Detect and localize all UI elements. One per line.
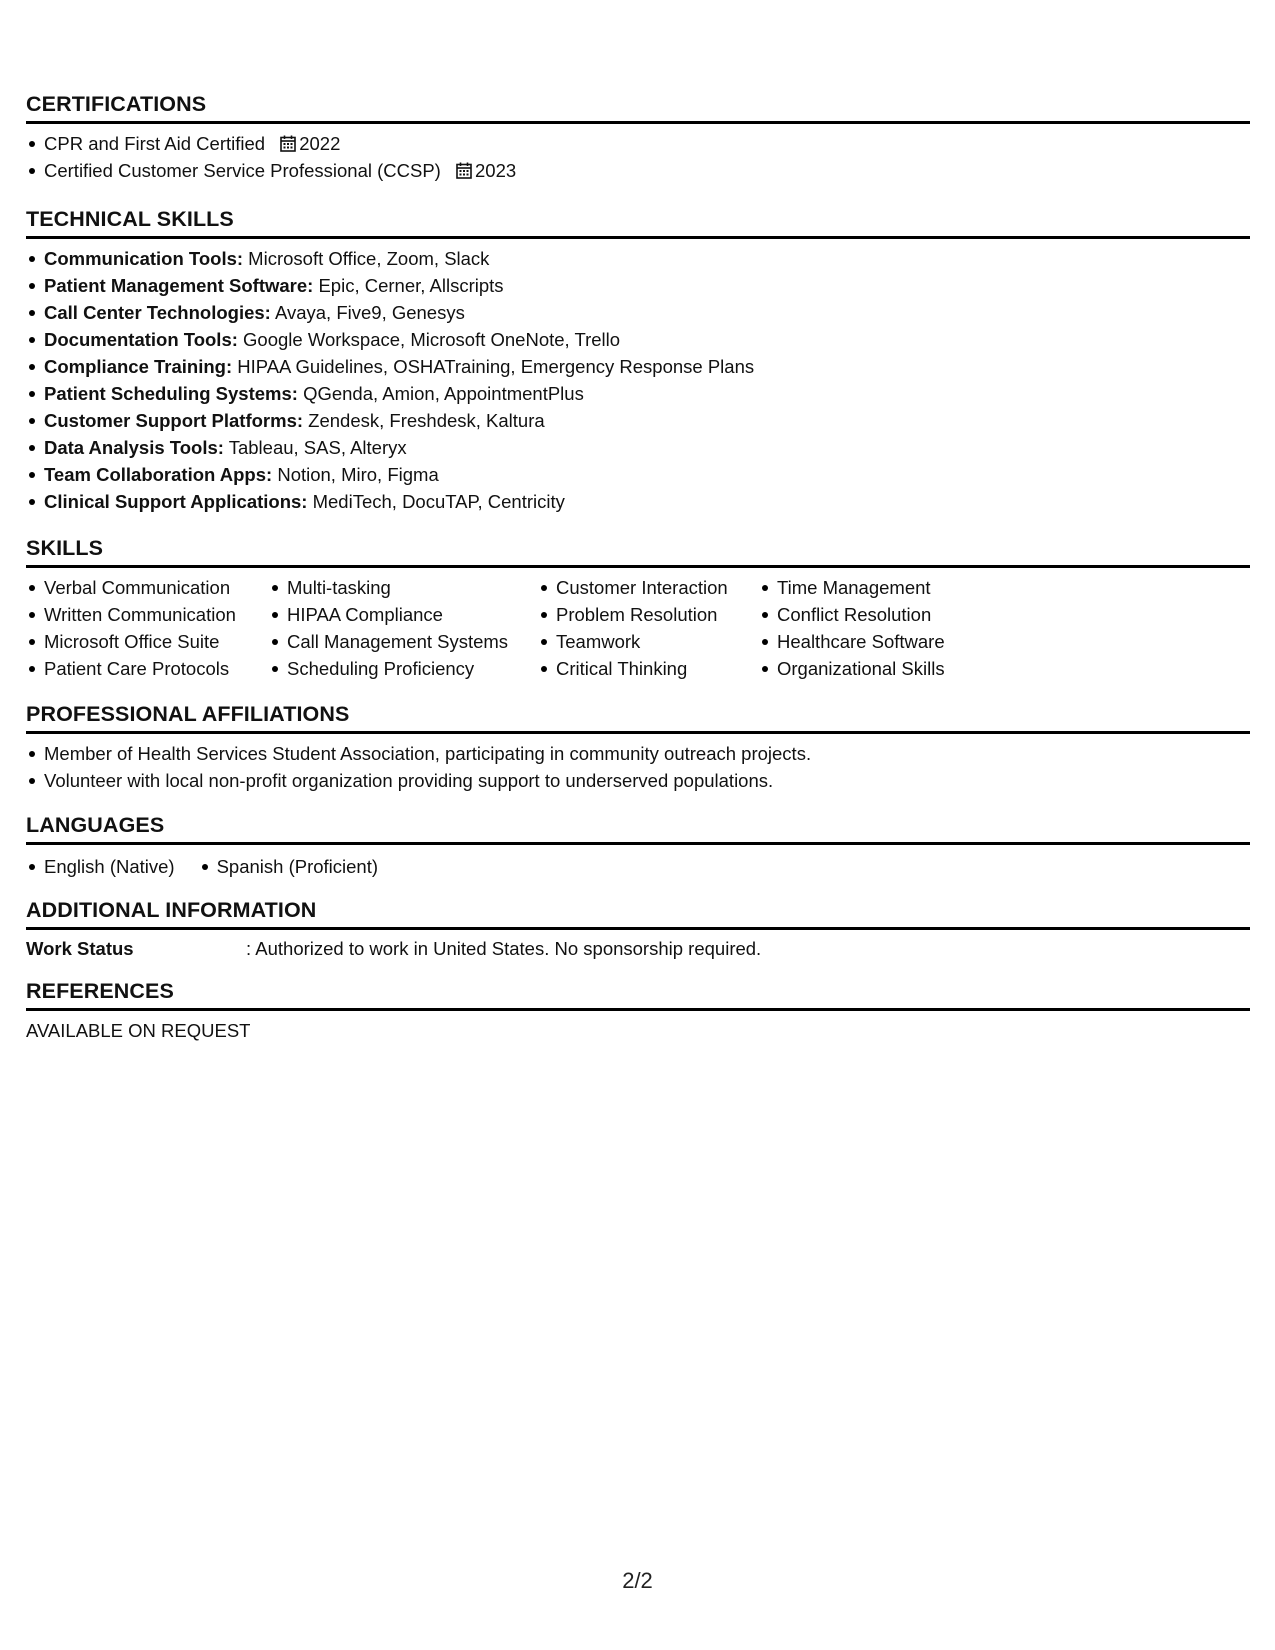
certification-name: Certified Customer Service Professional (CCSP) <box>44 160 441 181</box>
technical-skill-item <box>26 407 1250 434</box>
technical-skill-item <box>26 299 1250 326</box>
technical-skill-item <box>26 380 1250 407</box>
section-divider <box>26 121 1250 124</box>
affiliations-section <box>26 701 1250 794</box>
skill-item: Time Management <box>759 574 1019 601</box>
technical-skill-label: Team Collaboration Apps: <box>44 464 273 485</box>
skill-item: Organizational Skills <box>759 655 1019 682</box>
technical-skill-label: Clinical Support Applications: <box>44 491 308 512</box>
skill-item: Problem Resolution <box>538 601 759 628</box>
certification-year: 2023 <box>475 160 517 181</box>
technical-skill-item <box>26 461 1250 488</box>
section-divider <box>26 1008 1250 1011</box>
references-section <box>26 978 1250 1043</box>
technical-skill-item <box>26 272 1250 299</box>
skill-item: Teamwork <box>538 628 759 655</box>
work-status-row <box>26 937 1250 961</box>
technical-skill-value: QGenda, Amion, AppointmentPlus <box>297 383 584 404</box>
language-item: Spanish (Proficient) <box>199 853 378 880</box>
calendar-icon <box>280 135 296 152</box>
technical-skill-item <box>26 326 1250 353</box>
certification-name: CPR and First Aid Certified <box>44 133 266 154</box>
language-item: English (Native) <box>26 853 175 880</box>
additional-info-section <box>26 897 1250 961</box>
technical-skill-item <box>26 488 1250 515</box>
technical-skill-item <box>26 353 1250 380</box>
skill-item: Written Communication <box>26 601 269 628</box>
skills-column <box>759 574 1019 682</box>
skill-item: Customer Interaction <box>538 574 759 601</box>
technical-skill-value: Microsoft Office, Zoom, Slack <box>243 248 490 269</box>
technical-skill-value: Tableau, SAS, Alteryx <box>223 437 407 458</box>
certification-item <box>26 130 1250 157</box>
technical-skill-label: Communication Tools: <box>44 248 244 269</box>
section-heading-references: REFERENCES <box>26 979 174 1003</box>
section-heading-affiliations: PROFESSIONAL AFFILIATIONS <box>26 702 350 726</box>
technical-skill-value: Avaya, Five9, Genesys <box>270 302 465 323</box>
certifications-section <box>26 91 1250 184</box>
technical-skills-list <box>26 245 1250 515</box>
skills-column <box>538 574 759 682</box>
skill-item: Call Management Systems <box>269 628 538 655</box>
section-divider <box>26 842 1250 845</box>
technical-skill-value: Epic, Cerner, Allscripts <box>313 275 504 296</box>
affiliation-item: Member of Health Services Student Association, participating in community outreach projects. <box>26 740 1250 767</box>
languages-list <box>26 853 1250 880</box>
references-text: AVAILABLE ON REQUEST <box>26 1020 251 1041</box>
calendar-icon <box>456 162 472 179</box>
technical-skill-value: HIPAA Guidelines, OSHATraining, Emergency Response Plans <box>232 356 755 377</box>
work-status-label: Work Status <box>26 938 134 959</box>
technical-skill-label: Patient Management Software: <box>44 275 314 296</box>
skill-item: Scheduling Proficiency <box>269 655 538 682</box>
section-divider <box>26 565 1250 568</box>
technical-skill-value: Notion, Miro, Figma <box>272 464 439 485</box>
page-number: 2/2 <box>622 1568 653 1593</box>
section-heading-languages: LANGUAGES <box>26 813 165 837</box>
section-divider <box>26 731 1250 734</box>
affiliations-list <box>26 740 1250 794</box>
technical-skill-item <box>26 434 1250 461</box>
skills-grid <box>26 574 1250 682</box>
affiliation-item: Volunteer with local non-profit organization providing support to underserved populations. <box>26 767 1250 794</box>
technical-skill-value: MediTech, DocuTAP, Centricity <box>307 491 565 512</box>
skill-item: Microsoft Office Suite <box>26 628 269 655</box>
languages-section <box>26 812 1250 880</box>
skill-item: Healthcare Software <box>759 628 1019 655</box>
skill-item: Multi-tasking <box>269 574 538 601</box>
section-divider <box>26 927 1250 930</box>
section-divider <box>26 236 1250 239</box>
section-heading-technical-skills: TECHNICAL SKILLS <box>26 207 234 231</box>
technical-skill-label: Documentation Tools: <box>44 329 238 350</box>
section-heading-certifications: CERTIFICATIONS <box>26 92 207 116</box>
section-heading-skills: SKILLS <box>26 536 104 560</box>
skills-section <box>26 535 1250 682</box>
skill-item: Conflict Resolution <box>759 601 1019 628</box>
technical-skills-section <box>26 206 1250 515</box>
skill-item: Critical Thinking <box>538 655 759 682</box>
certification-item <box>26 157 1250 184</box>
skill-item: HIPAA Compliance <box>269 601 538 628</box>
technical-skill-label: Patient Scheduling Systems: <box>44 383 298 404</box>
technical-skill-value: Zendesk, Freshdesk, Kaltura <box>303 410 545 431</box>
certifications-list <box>26 130 1250 184</box>
work-status-value: : Authorized to work in United States. No sponsorship required. <box>246 938 762 959</box>
technical-skill-item <box>26 245 1250 272</box>
technical-skill-label: Customer Support Platforms: <box>44 410 304 431</box>
technical-skill-label: Data Analysis Tools: <box>44 437 224 458</box>
skills-column <box>26 574 269 682</box>
section-heading-additional-info: ADDITIONAL INFORMATION <box>26 898 317 922</box>
technical-skill-label: Compliance Training: <box>44 356 233 377</box>
certification-year: 2022 <box>299 133 341 154</box>
skills-column <box>269 574 538 682</box>
technical-skill-value: Google Workspace, Microsoft OneNote, Trello <box>237 329 621 350</box>
skill-item: Verbal Communication <box>26 574 269 601</box>
technical-skill-label: Call Center Technologies: <box>44 302 271 323</box>
skill-item: Patient Care Protocols <box>26 655 269 682</box>
